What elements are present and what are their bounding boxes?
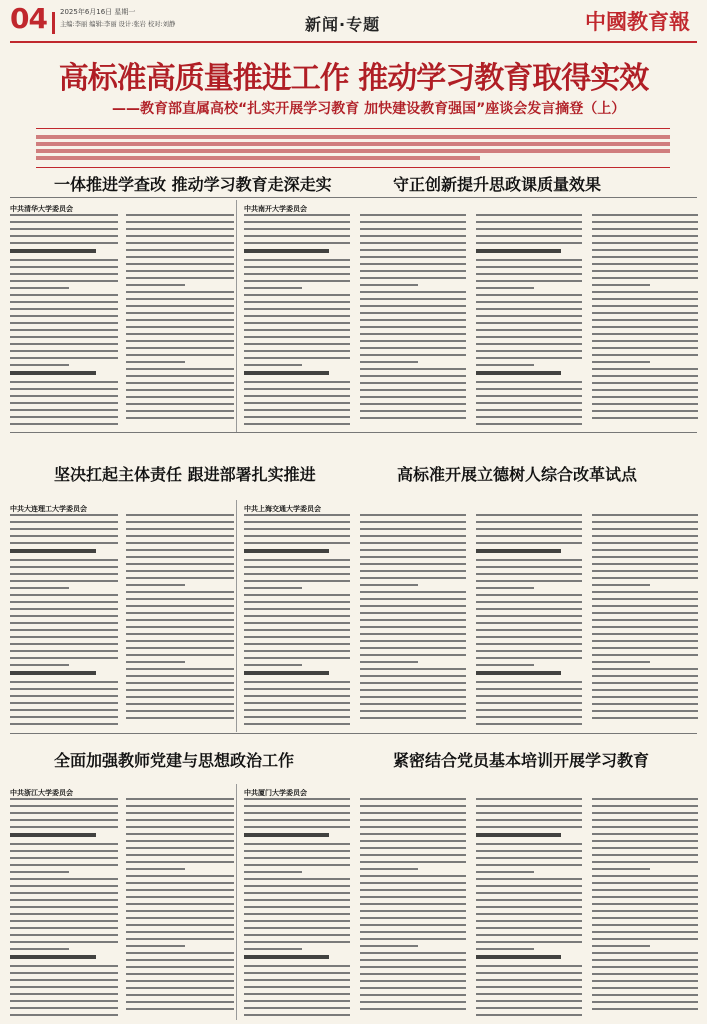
article-body-column [244,214,350,430]
article-author-1: 中共清华大学委员会 [10,205,73,213]
article-body-column [244,798,350,1018]
article-body-column [126,514,234,730]
article-body-column [360,514,466,730]
article-body-column [10,798,118,1018]
column-divider [236,200,237,432]
article-author-2: 中共南开大学委员会 [244,205,307,213]
page-number: 04 [10,2,47,35]
article-body-column [592,214,698,430]
article-body-column [476,214,582,430]
article-title-1: 一体推进学查改 推动学习教育走深走实 [54,175,332,194]
article-body-column [10,514,118,730]
article-body-column [126,798,234,1018]
article-body-column [592,798,698,1018]
masthead-divider [52,12,55,34]
article-body-column [476,514,582,730]
article-body-column [360,214,466,430]
article-author-6: 中共厦门大学委员会 [244,789,307,797]
page-headline: 高标准高质量推进工作 推动学习教育取得实效 [58,61,649,96]
newspaper-logo: 中國教育報 [585,9,690,34]
staff-credits: 主编:李丽 编辑:李丽 设计:张岩 校对:刘静 [60,21,176,28]
article-title-3: 坚决扛起主体责任 跟进部署扎实推进 [54,465,316,484]
article-author-4: 中共上海交通大学委员会 [244,505,321,513]
article-body-column [244,514,350,730]
column-divider [236,784,237,1020]
article-author-5: 中共浙江大学委员会 [10,789,73,797]
article-title-6: 紧密结合党员基本培训开展学习教育 [393,751,650,770]
article-title-4: 高标准开展立德树人综合改革试点 [397,465,638,484]
top-rule [10,41,697,43]
article-author-3: 中共大连理工大学委员会 [10,505,87,513]
section-rule-3 [10,733,697,734]
masthead [0,0,707,44]
article-body-column [126,214,234,430]
article-body-column [476,798,582,1018]
issue-date: 2025年6月16日 星期一 [60,8,136,16]
page-subheadline: ——教育部直属高校“扎实开展学习教育 加快建设教育强国”座谈会发言摘登（上） [112,101,626,117]
article-body-column [10,214,118,430]
section-rule-1 [10,197,697,198]
section-rule-2 [10,432,697,433]
article-title-5: 全面加强教师党建与思想政治工作 [54,751,295,770]
editor-intro [36,128,670,168]
article-title-2: 守正创新提升思政课质量效果 [393,175,602,194]
column-divider [236,500,237,732]
article-body-column [360,798,466,1018]
section-title: 新闻·专题 [305,15,381,34]
article-body-column [592,514,698,730]
